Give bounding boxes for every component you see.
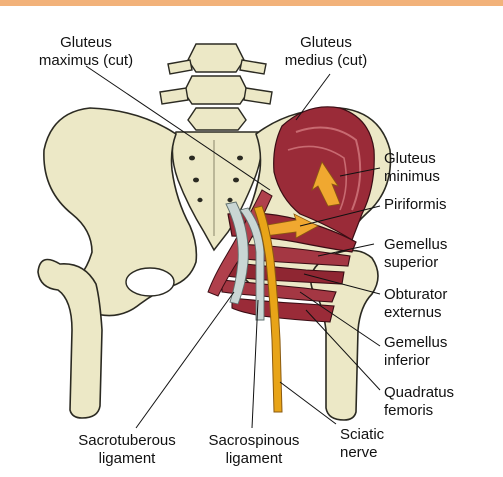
lumbar-vertebrae <box>160 44 272 130</box>
label-sacrotuberous-ligament <box>64 432 190 468</box>
label-gluteus-medius-line1: Gluteus <box>300 34 352 51</box>
label-quadratus-femoris-line1: Quadratus <box>384 384 455 401</box>
label-sciatic-nerve-line2: nerve <box>340 444 378 461</box>
label-gemellus-superior-line2: superior <box>384 254 439 271</box>
left-obturator-foramen <box>126 268 174 296</box>
label-gluteus-maximus <box>30 34 142 70</box>
label-gluteus-minimus-line2: minimus <box>384 168 440 185</box>
label-sacrospinous-ligament-line2: ligament <box>225 450 283 467</box>
label-gemellus-superior-line1: Gemellus <box>384 236 448 253</box>
label-gluteus-maximus-line2: maximus (cut) <box>38 52 134 69</box>
label-sacrotuberous-ligament-line2: ligament <box>98 450 156 467</box>
label-gemellus-inferior <box>384 334 447 370</box>
label-obturator-externus-line1: Obturator <box>384 286 448 303</box>
label-sacrotuberous-ligament-line1: Sacrotuberous <box>78 432 176 449</box>
label-sacrospinous-ligament-line1: Sacrospinous <box>208 432 300 449</box>
label-gluteus-medius <box>274 34 378 70</box>
label-gluteus-minimus-line1: Gluteus <box>384 150 436 167</box>
label-sciatic-nerve-line1: Sciatic <box>340 426 385 443</box>
left-femur <box>38 260 102 419</box>
label-quadratus-femoris <box>384 384 454 420</box>
label-obturator-externus <box>384 286 447 322</box>
label-gluteus-medius-line2: medius (cut) <box>284 52 368 69</box>
label-gemellus-inferior-line1: Gemellus <box>384 334 448 351</box>
label-gluteus-minimus <box>384 150 440 186</box>
label-quadratus-femoris-line2: femoris <box>384 402 434 419</box>
label-piriformis <box>384 196 447 214</box>
label-obturator-externus-line2: externus <box>384 304 442 321</box>
label-sacrospinous-ligament <box>196 432 312 468</box>
label-sciatic-nerve <box>340 426 384 462</box>
label-piriformis-line1: Piriformis <box>384 196 447 213</box>
label-gemellus-inferior-line2: inferior <box>384 352 430 369</box>
label-gemellus-superior <box>384 236 447 272</box>
label-gluteus-maximus-line1: Gluteus <box>60 34 112 51</box>
